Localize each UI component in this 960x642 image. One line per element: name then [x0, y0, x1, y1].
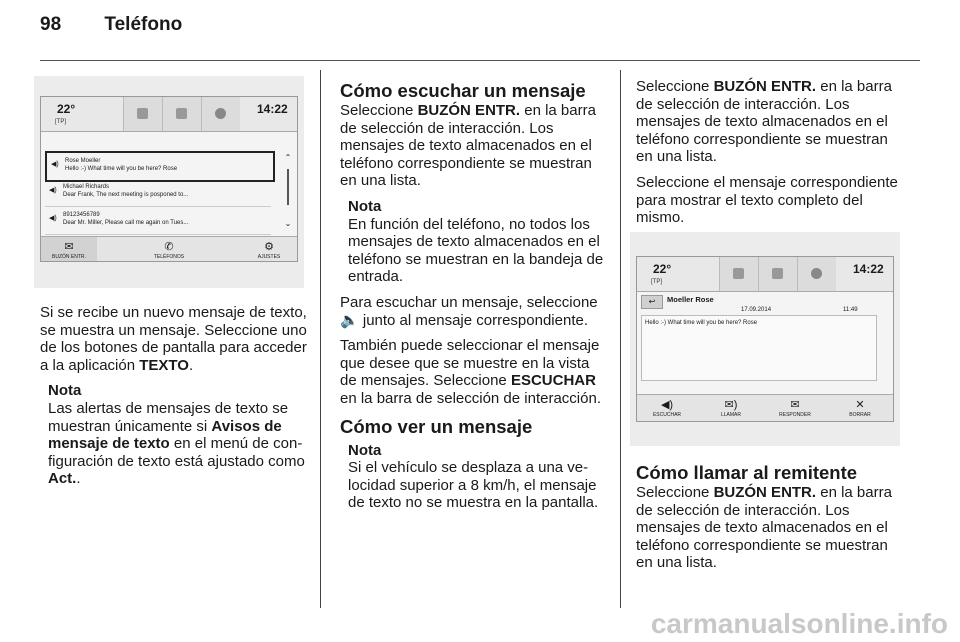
- music-icon: [137, 108, 148, 119]
- scroll-down-icon[interactable]: ⌄: [284, 219, 292, 228]
- clock: 14:22: [853, 262, 884, 276]
- audio-button[interactable]: [123, 97, 162, 131]
- page-header: [40, 14, 182, 36]
- text-run: en la barra de selección de interacción. Los mensajes de texto almacenados en el teléfono correspondiente se muestran en una lista.: [636, 78, 892, 166]
- audio-button[interactable]: [719, 257, 758, 291]
- page-number: 98: [40, 14, 62, 35]
- sender-name: 89123456789: [63, 212, 100, 218]
- message-row[interactable]: [45, 179, 271, 207]
- envelope-icon: ✉: [64, 241, 74, 253]
- text-run: en la barra de selección de interacción. Los mensajes de texto almacenados en el teléfono correspondiente se muestran en una lista.: [636, 484, 892, 572]
- sender-name: Michael Richards: [63, 184, 110, 190]
- column-3-top: [636, 78, 906, 235]
- softkey-call[interactable]: ✉) LLAMAR: [701, 395, 761, 421]
- phone-button[interactable]: [758, 257, 797, 291]
- settings-icon: ⚙: [264, 241, 274, 253]
- text-run: .: [76, 470, 81, 488]
- message-body: Hello :-) What time will you be here? Rose: [645, 320, 758, 326]
- sender-name: Moeller Rose: [667, 295, 714, 304]
- status-bar: [41, 97, 297, 132]
- speaker-icon[interactable]: ◀): [49, 215, 57, 222]
- bold-term: Avisos de mensaje de texto: [48, 417, 282, 453]
- text-run: Seleccione: [340, 102, 418, 119]
- section-heading: Cómo escuchar un mensaje: [340, 80, 586, 101]
- nav-button[interactable]: [797, 257, 836, 291]
- bold-term: TEXTO: [139, 356, 189, 374]
- sender-name: Rose Moeller: [65, 158, 101, 164]
- message-row[interactable]: [45, 151, 275, 182]
- bold-term: Act.: [48, 470, 77, 488]
- status-bar: [637, 257, 893, 292]
- text-run: .: [188, 356, 194, 374]
- column-divider: [320, 70, 321, 608]
- softkey-inbox[interactable]: ✉ BUZÓN ENTR.: [41, 237, 97, 261]
- message-preview: Dear Mr. Miller, Please call me again on Tues...: [63, 220, 189, 226]
- delete-icon: ✕: [855, 399, 865, 411]
- scroll-up-icon[interactable]: ⌃: [284, 153, 292, 162]
- note: [340, 442, 604, 512]
- softkey-settings[interactable]: ⚙ AJUSTES: [241, 237, 297, 261]
- nav-icon: [811, 268, 822, 279]
- note-title: Nota: [348, 441, 382, 459]
- inbox-screen: [40, 96, 298, 262]
- paragraph: [340, 337, 604, 407]
- bold-term: BUZÓN ENTR.: [713, 78, 817, 95]
- softkey-delete[interactable]: ✕ BORRAR: [829, 395, 891, 421]
- column-1: [40, 304, 308, 496]
- column-2: [340, 80, 604, 520]
- nav-icon: [215, 108, 226, 119]
- text-run: Para escuchar un mensaje, seleccione: [340, 293, 598, 311]
- call-envelope-icon: ✉): [724, 399, 738, 411]
- softkey-listen[interactable]: ◀) ESCUCHAR: [637, 395, 697, 421]
- music-icon: [733, 268, 744, 279]
- message-time: 11:49: [843, 307, 858, 313]
- note-title: Nota: [48, 382, 82, 400]
- message-screen: [636, 256, 894, 422]
- tp-indicator: [TP]: [55, 119, 67, 125]
- text-run: 🔈: [340, 311, 359, 329]
- note-body: [348, 459, 604, 512]
- clock: 14:22: [257, 102, 288, 116]
- back-icon[interactable]: ↩: [641, 295, 663, 309]
- softkey-phones[interactable]: ✆ TELÉFONOS: [141, 237, 197, 261]
- text-run: Si se recibe un nuevo mensaje de texto, se muestra un mensaje. Seleccione uno de los botones de pantalla para acceder a la aplicación: [40, 304, 307, 374]
- section-heading: Cómo llamar al remitente: [636, 462, 858, 483]
- interaction-bar: [41, 236, 297, 261]
- text-run: Seleccione el mensaje correspondiente para mostrar el texto completo del mismo.: [636, 173, 898, 227]
- paragraph: [40, 304, 308, 374]
- speaker-icon: ◀): [660, 399, 674, 411]
- text-run: en el menú de configuración de texto está ajustado como: [48, 435, 305, 470]
- section-title: Teléfono: [104, 14, 183, 35]
- text-run: Si el vehículo se desplaza a una velocidad superior a 8 km/h, el mensaje de texto no se muestra en la pantalla.: [348, 459, 599, 512]
- message-screenshot: [630, 232, 900, 446]
- note-title: Nota: [348, 197, 382, 215]
- bold-term: BUZÓN ENTR.: [417, 102, 521, 119]
- column-divider: [620, 70, 621, 608]
- temperature: 22°: [653, 262, 672, 276]
- message-preview: Hello :-) What time will you be here? Rose: [65, 166, 178, 172]
- watermark: carmanualsonline.info: [650, 608, 948, 639]
- phone-icon: [176, 108, 187, 119]
- speaker-icon[interactable]: ◀): [49, 187, 57, 194]
- phone-icon: ✆: [164, 241, 174, 253]
- text-run: Seleccione: [636, 78, 714, 95]
- paragraph: [636, 78, 906, 166]
- reply-icon: ✉: [790, 399, 800, 411]
- phone-button[interactable]: [162, 97, 201, 131]
- column-3-bottom: [636, 462, 906, 580]
- text-run: Las alertas de mensajes de texto se muestran únicamente si: [48, 399, 289, 435]
- paragraph: [340, 294, 604, 329]
- message-row[interactable]: [45, 207, 271, 235]
- nav-button[interactable]: [201, 97, 240, 131]
- message-date: 17.09.2014: [741, 307, 772, 313]
- paragraph: [636, 174, 906, 227]
- text-run: junto al mensaje correspondiente.: [358, 311, 588, 329]
- note-body: [348, 216, 604, 286]
- message-body-box: [641, 315, 877, 381]
- section-heading: Cómo ver un mensaje: [340, 415, 533, 437]
- temperature: 22°: [57, 102, 76, 116]
- text-run: en la barra de selección de interacción. Los mensajes de texto almacenados en el teléfono correspondiente se muestran en una lista.: [340, 102, 596, 190]
- note: [340, 198, 604, 286]
- text-run: En función del teléfono, no todos los mensajes de texto almacenados en el teléfono se muestran en la bandeja de entrada.: [348, 215, 604, 286]
- message-preview: Dear Frank, The next meeting is posponed to...: [63, 192, 189, 198]
- inbox-screenshot: [34, 76, 304, 288]
- speaker-icon[interactable]: ◀): [51, 161, 59, 168]
- softkey-reply[interactable]: ✉ RESPONDER: [765, 395, 825, 421]
- text-run: en la barra de selección de interacción.: [340, 389, 601, 407]
- scrollbar[interactable]: [287, 169, 289, 205]
- paragraph: [340, 102, 604, 190]
- note-body: [48, 400, 308, 488]
- text-run: También puede seleccionar el mensaje que desee que se muestre en la vista de mensajes. Seleccione: [340, 337, 600, 390]
- paragraph: [636, 484, 906, 572]
- bold-term: BUZÓN ENTR.: [713, 484, 817, 501]
- interaction-bar: [637, 394, 893, 421]
- text-run: Seleccione: [636, 484, 714, 501]
- header-rule: [40, 60, 920, 61]
- phone-icon: [772, 268, 783, 279]
- tp-indicator: [TP]: [651, 279, 663, 285]
- note: [40, 382, 308, 488]
- bold-term: ESCUCHAR: [510, 372, 596, 390]
